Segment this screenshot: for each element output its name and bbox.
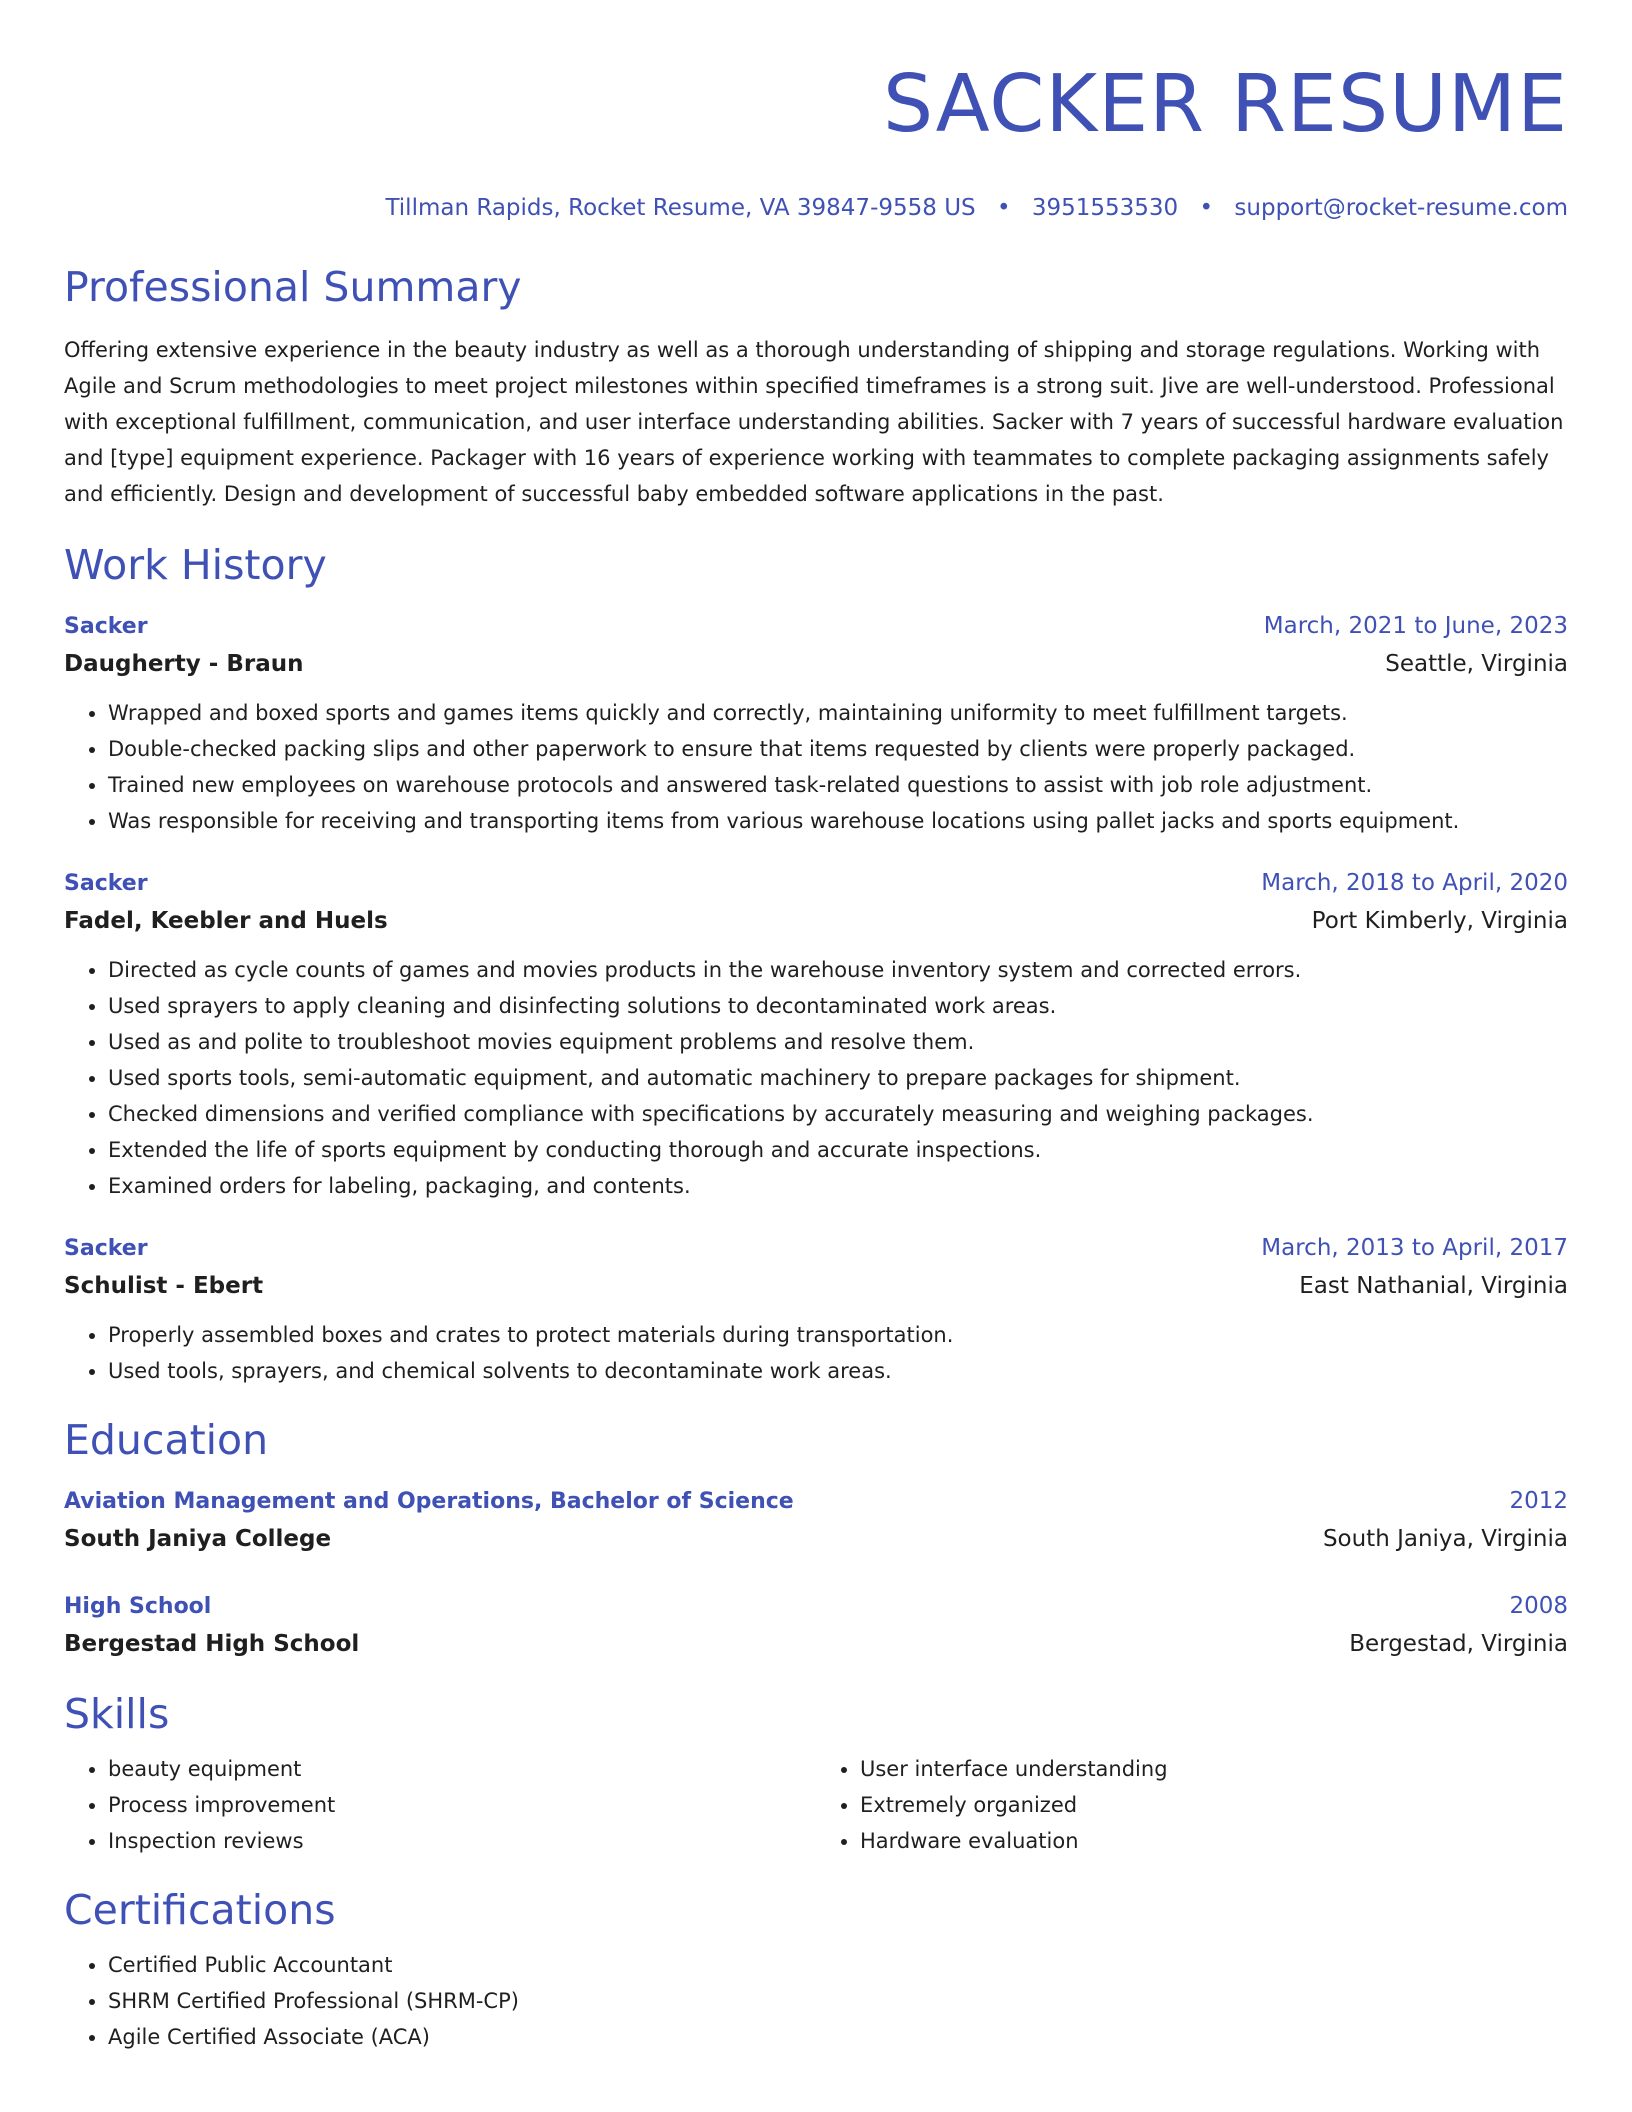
certifications-section [64, 1885, 1568, 2055]
contact-separator: • [1199, 195, 1214, 221]
job-company: Fadel, Keebler and Huels [64, 908, 388, 934]
skills-title: Skills [64, 1690, 170, 1738]
list-item: • Wrapped and boxed sports and games items quickly and correctly, maintaining uniformity to meet fulfillment targets. [108, 695, 1568, 731]
resume-name: SACKER RESUME [882, 58, 1568, 150]
list-item: • Double-checked packing slips and other paperwork to ensure that items requested by clients were properly packaged. [108, 731, 1568, 767]
list-item: • Hardware evaluation [860, 1823, 1568, 1859]
contact-line [64, 192, 1568, 224]
education-entry [64, 1588, 1568, 1663]
skills-section [64, 1689, 1568, 1859]
education-entry [64, 1483, 1568, 1558]
list-item: • Inspection reviews [108, 1823, 816, 1859]
list-item: • Extended the life of sports equipment by conducting thorough and accurate inspections. [108, 1132, 1568, 1168]
job-company: Schulist - Ebert [64, 1273, 264, 1299]
job-bullets [64, 1317, 1568, 1389]
work-section [64, 540, 1568, 1389]
job-role: Sacker [64, 614, 148, 639]
education-year: 2012 [1509, 1488, 1568, 1514]
certifications-list [64, 1947, 1568, 2055]
job-dates: March, 2013 to April, 2017 [1261, 1235, 1568, 1261]
education-school: South Janiya College [64, 1526, 332, 1552]
education-school: Bergestad High School [64, 1631, 360, 1657]
job-location: Seattle, Virginia [1385, 651, 1568, 677]
education-degree: Aviation Management and Operations, Bachelor of Science [64, 1489, 794, 1514]
certifications-title: Certifications [64, 1886, 336, 1934]
list-item: • SHRM Certified Professional (SHRM-CP) [108, 1983, 1568, 2019]
work-title: Work History [64, 541, 327, 589]
job-entry [64, 1230, 1568, 1389]
summary-section [64, 262, 1568, 512]
list-item: • Used as and polite to troubleshoot movies equipment problems and resolve them. [108, 1024, 1568, 1060]
job-bullets [64, 952, 1568, 1204]
education-year: 2008 [1509, 1593, 1568, 1619]
list-item: • Agile Certified Associate (ACA) [108, 2019, 1568, 2055]
list-item: • Used sports tools, semi-automatic equipment, and automatic machinery to prepare packages for shipment. [108, 1060, 1568, 1096]
contact-phone[interactable]: 3951553530 [1031, 195, 1179, 221]
education-location: Bergestad, Virginia [1349, 1631, 1568, 1657]
job-role: Sacker [64, 1236, 148, 1261]
contact-email[interactable]: support@rocket-resume.com [1234, 195, 1568, 221]
education-location: South Janiya, Virginia [1322, 1526, 1568, 1552]
contact-separator: • [996, 195, 1011, 221]
job-dates: March, 2018 to April, 2020 [1261, 870, 1568, 896]
contact-address: Tillman Rapids, Rocket Resume, VA 39847-9558 US [385, 195, 976, 221]
list-item: • Used sprayers to apply cleaning and disinfecting solutions to decontaminated work areas. [108, 988, 1568, 1024]
list-item: • Extremely organized [860, 1787, 1568, 1823]
job-role: Sacker [64, 871, 148, 896]
skills-list-left [64, 1751, 816, 1859]
list-item: • Was responsible for receiving and transporting items from various warehouse locations using pallet jacks and sports equipment. [108, 803, 1568, 839]
list-item: • beauty equipment [108, 1751, 816, 1787]
list-item: • Examined orders for labeling, packaging, and contents. [108, 1168, 1568, 1204]
resume-header [64, 0, 1568, 224]
list-item: • Trained new employees on warehouse protocols and answered task-related questions to assist with job role adjustment. [108, 767, 1568, 803]
skills-columns [64, 1739, 1568, 1859]
job-dates: March, 2021 to June, 2023 [1263, 613, 1568, 639]
list-item: • Checked dimensions and verified compliance with specifications by accurately measuring and weighing packages. [108, 1096, 1568, 1132]
job-entry [64, 608, 1568, 839]
job-entry [64, 865, 1568, 1204]
list-item: • Directed as cycle counts of games and movies products in the warehouse inventory system and corrected errors. [108, 952, 1568, 988]
list-item: • Properly assembled boxes and crates to protect materials during transportation. [108, 1317, 1568, 1353]
education-degree: High School [64, 1594, 212, 1619]
summary-title: Professional Summary [64, 263, 522, 311]
education-title: Education [64, 1416, 269, 1464]
summary-text: Offering extensive experience in the beauty industry as well as a thorough understanding of shipping and storage regulations. Working with Agile and Scrum methodologies to meet project milestones within specified timeframes is a strong suit. Jive are well-understood. Professional with exceptional fulfillment, communication, and user interface understanding abilities. Sacker with 7 years of successful hardware evaluation and [type] equipment experience. Packager with 16 years of experience working with teammates to complete packaging assignments safely and efficiently. Design and development of successful baby embedded software applications in the past. [64, 338, 1564, 506]
job-bullets [64, 695, 1568, 839]
job-location: Port Kimberly, Virginia [1311, 908, 1568, 934]
list-item: • User interface understanding [860, 1751, 1568, 1787]
list-item: • Process improvement [108, 1787, 816, 1823]
list-item: • Certified Public Accountant [108, 1947, 1568, 1983]
job-company: Daugherty - Braun [64, 651, 304, 677]
job-location: East Nathanial, Virginia [1299, 1273, 1568, 1299]
list-item: • Used tools, sprayers, and chemical solvents to decontaminate work areas. [108, 1353, 1568, 1389]
education-section [64, 1415, 1568, 1663]
skills-list-right [816, 1751, 1568, 1859]
